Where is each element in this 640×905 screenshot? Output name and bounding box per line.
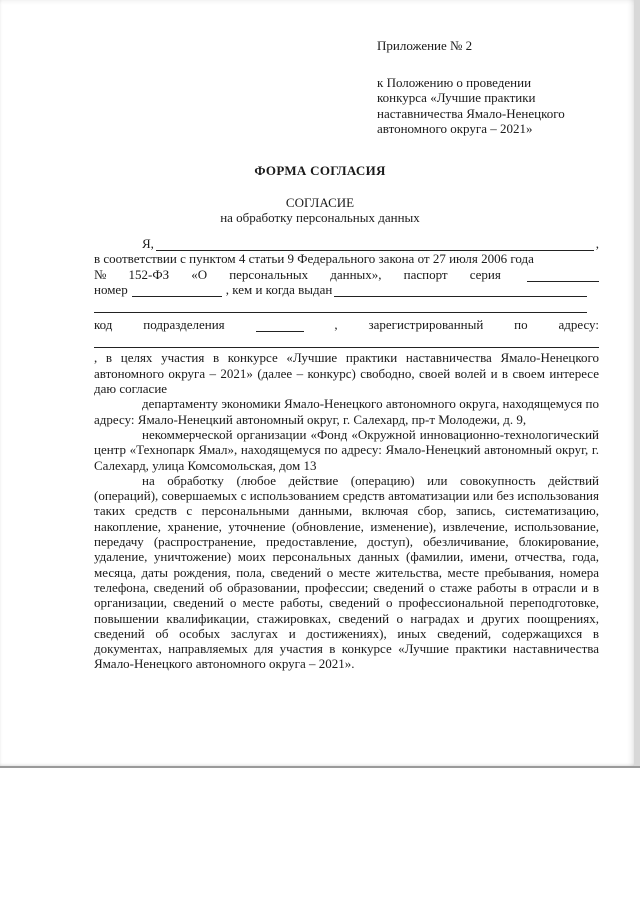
document-body: [94, 236, 599, 672]
name-comma: ,: [595, 236, 599, 251]
law-number-part: «О: [191, 266, 208, 282]
number-label: номер: [94, 281, 128, 297]
issued-by-field-continued[interactable]: [94, 301, 587, 313]
purpose-paragraph: , в целях участия в конкурсе «Лучшие практики наставничества Ямало-Ненецкого автономного округа – 2021» (далее – конкурс) свободно, своей волей и в своем интересе даю согласие: [94, 350, 599, 397]
subdivision-label: подразделения: [143, 317, 225, 333]
appendix-header: [377, 38, 617, 137]
consent-heading: [0, 196, 640, 225]
law-number-part: данных»,: [330, 266, 382, 282]
i-label: Я,: [142, 236, 154, 251]
appendix-title: Приложение № 2: [377, 38, 473, 53]
consent-title: СОГЛАСИЕ: [285, 195, 355, 210]
law-line: [94, 251, 599, 266]
law-number-row: [94, 267, 599, 282]
consent-subtitle: на обработку персональных данных: [220, 209, 420, 225]
passport-number-row: [94, 282, 599, 297]
comma: ,: [334, 317, 338, 333]
subdivision-code-field[interactable]: [256, 320, 304, 332]
appendix-line: к Положению о проведении: [377, 74, 532, 90]
passport-series-field[interactable]: [527, 270, 599, 282]
issued-label: , кем и когда выдан: [225, 281, 333, 297]
appendix-line: автономного округа – 2021»: [377, 121, 533, 136]
passport-number-field[interactable]: [132, 285, 222, 297]
processing-paragraph: на обработку (любое действие (операцию) или совокупность действий (операций), совершаемых с использованием средств автоматизации или без использования таких средств с персональными данными, включая сбор, запись, систематизацию, накопление, хранение, уточнение (обновление, изменение), извлечение, использование, передачу (распространение, предоставление, доступ), обезличивание, блокирование, удаление, уничтожение) моих персональных данных (фамилии, имени, отчества, года, месяца, даты рождения, пола, сведений о месте жительства, месте пребывания, номера телефона, сведений об образовании, профессии; сведений о стаже работы в отрасли и в организации, сведений о месте работы, сведений о профессиональной переподготовке, повышении квалификации, стажировках, сведений о наградах и других поощрениях, сведений об особых заслугах и достижениях), иных сведений, содержащихся в документах, направляемых для участия в конкурсе «Лучшие практики наставничества Ямало-Ненецкого автономного округа – 2021».: [94, 472, 599, 672]
appendix-line: конкурса «Лучшие практики: [377, 90, 536, 105]
name-row: [94, 236, 599, 251]
address-label: адресу:: [558, 317, 599, 333]
registered-label: зарегистрированный: [368, 317, 484, 333]
law-number-part: персональных: [229, 266, 309, 282]
address-field[interactable]: [94, 336, 599, 348]
law-number-part: паспорт: [403, 266, 448, 282]
issued-by-field[interactable]: [334, 285, 587, 297]
at-label: по: [514, 317, 528, 333]
form-title: ФОРМА СОГЛАСИЯ: [254, 163, 386, 178]
code-row: [94, 317, 599, 332]
law-number-part: серия: [469, 266, 501, 282]
department-paragraph: департаменту экономики Ямало-Ненецкого автономного округа, находящемуся по адресу: Ямало-Ненецкий автономный округ, г. Салехард, пр-т Молодежи, д. 9,: [94, 396, 599, 427]
scan-edge: [634, 0, 640, 768]
law-line-text: в соответствии с пунктом 4 статьи 9 Федерального закона от 27 июля 2006 года: [94, 251, 534, 267]
fund-paragraph: некоммерческой организации «Фонд «Окружной инновационно-технологический центр «Технопарк Ямал», находящемуся по адресу: Ямало-Ненецкий автономный округ, г. Салехард, улица Комсомольская, дом 13: [94, 426, 599, 473]
page-bottom-edge: [0, 766, 640, 768]
code-label: код: [94, 317, 113, 333]
law-number-part: №: [94, 266, 107, 282]
law-number-part: 152-ФЗ: [128, 266, 170, 282]
full-name-field[interactable]: [156, 239, 594, 251]
appendix-line: наставничества Ямало-Ненецкого: [377, 105, 565, 121]
